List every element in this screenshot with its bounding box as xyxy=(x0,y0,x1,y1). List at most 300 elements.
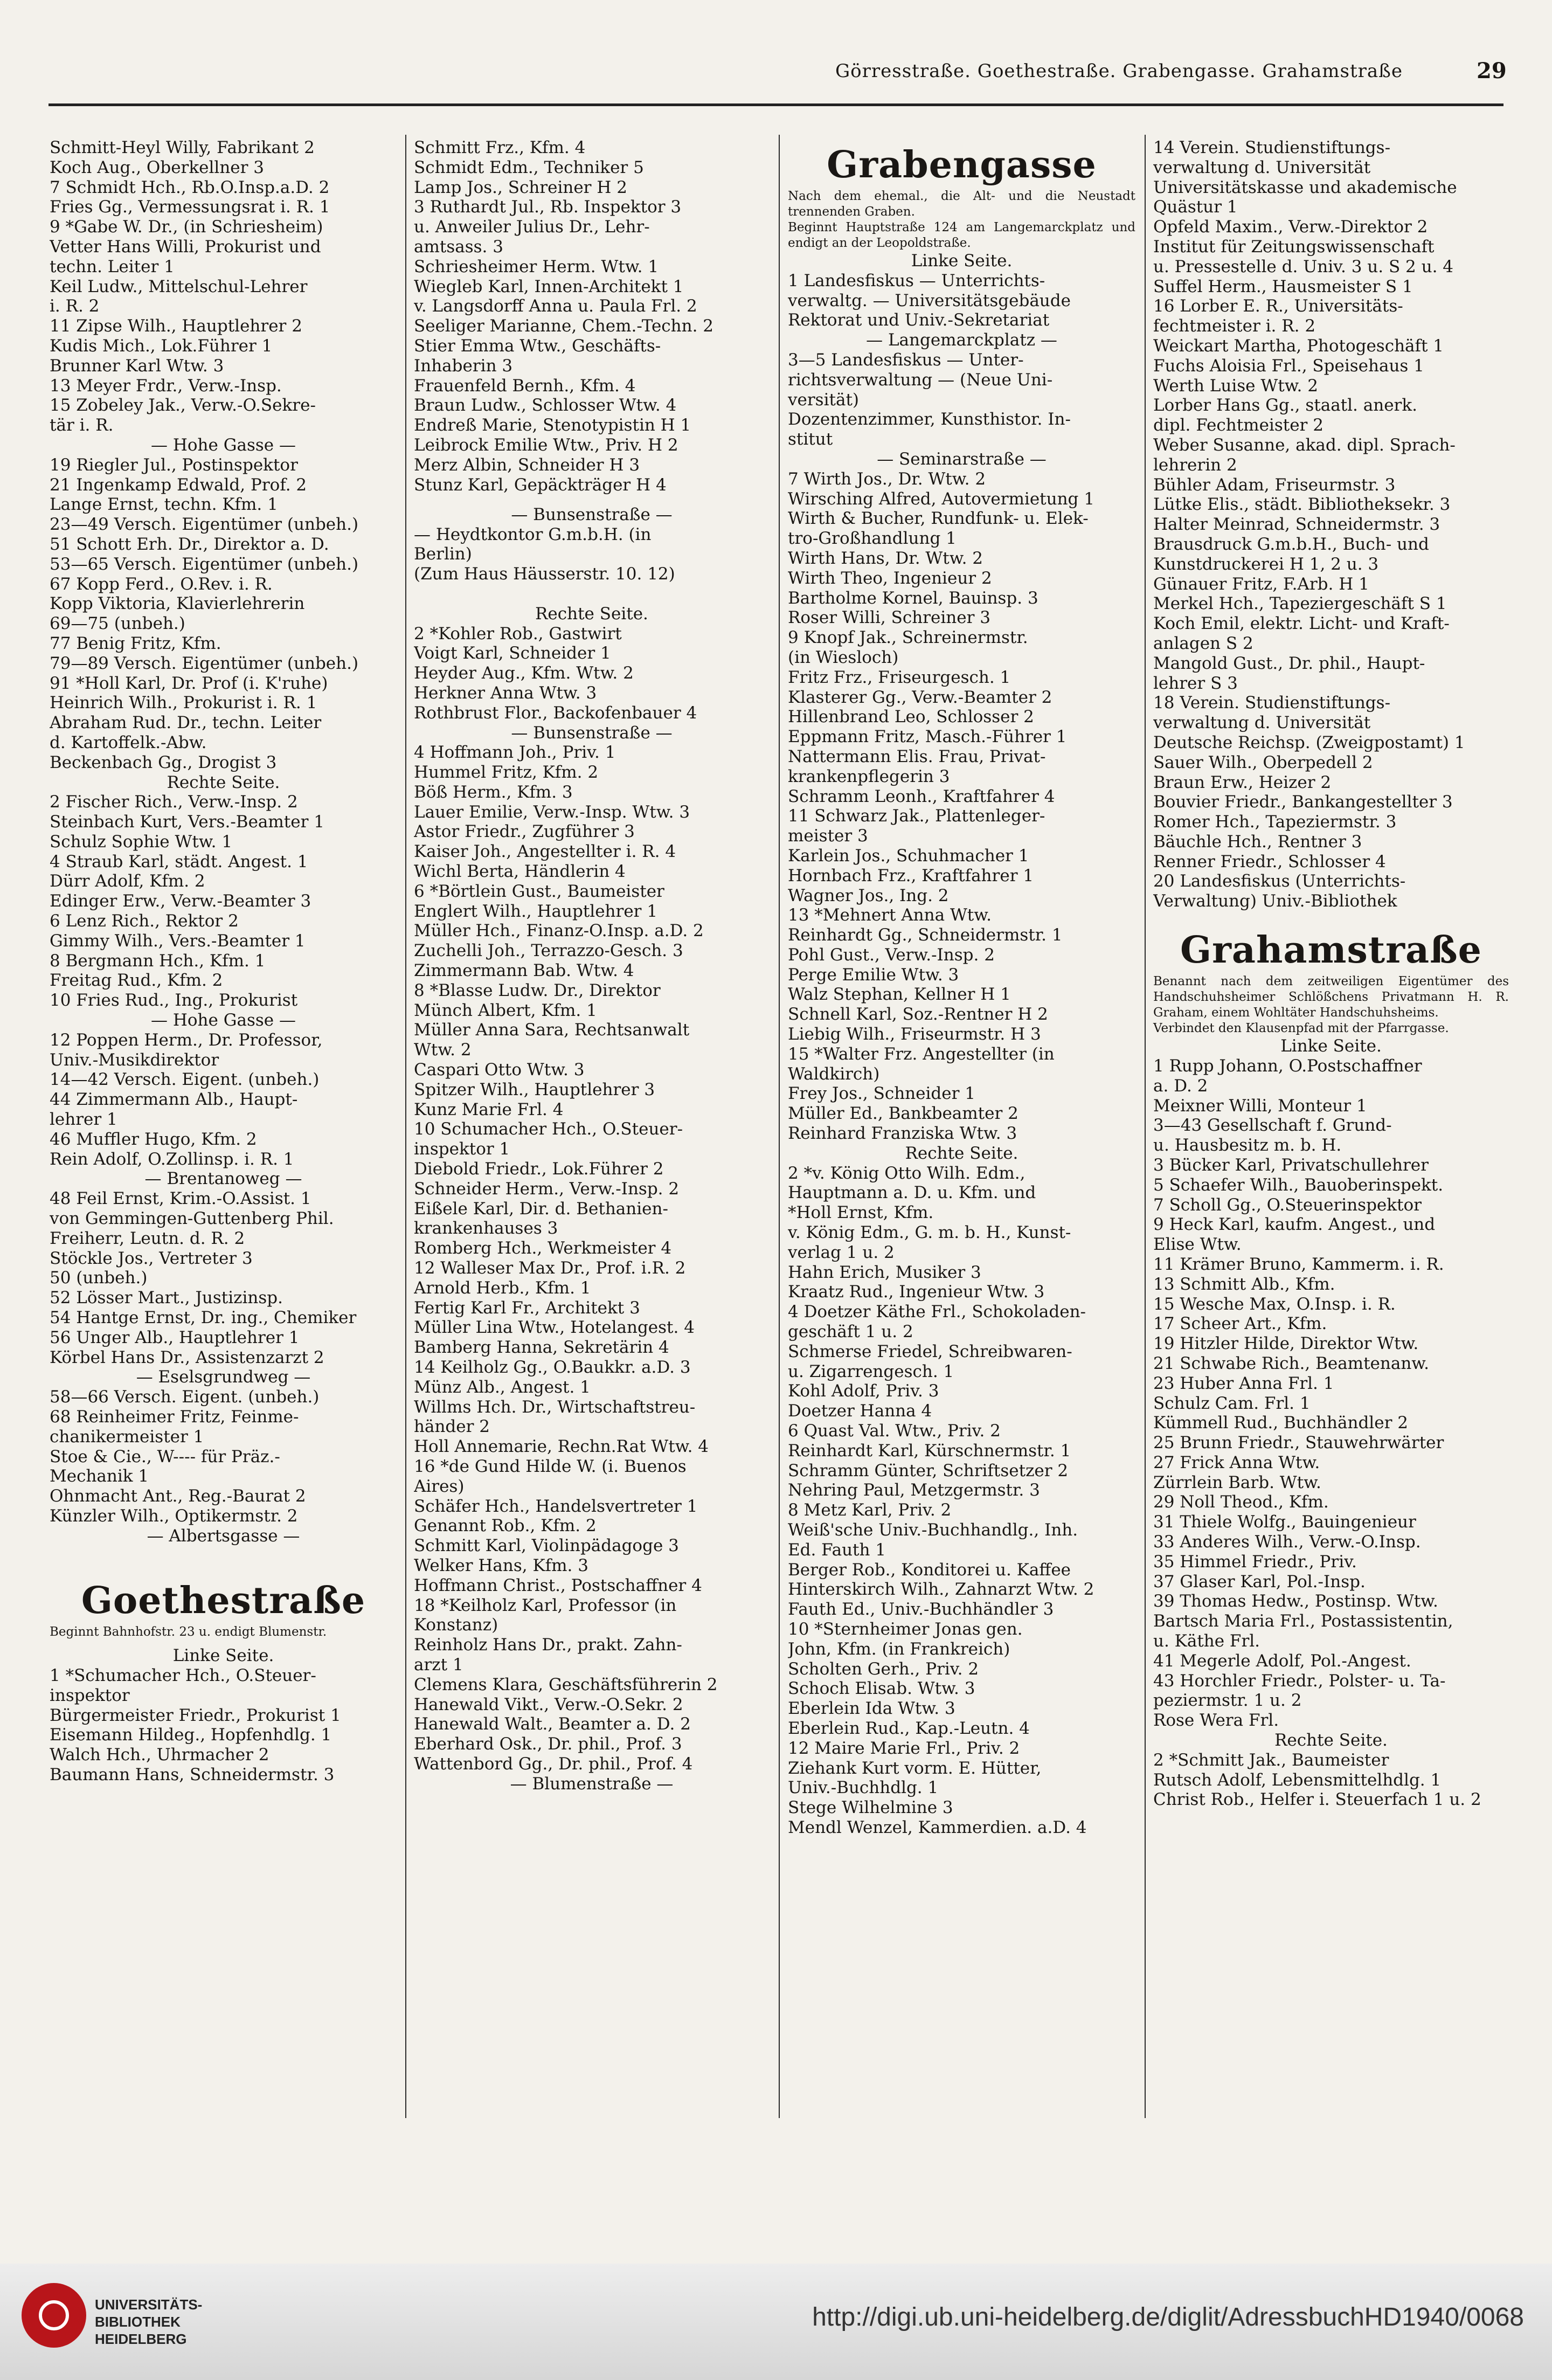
directory-entry: Reinholz Hans Dr., prakt. Zahn- xyxy=(414,1635,682,1655)
directory-entry: Münz Alb., Angest. 1 xyxy=(414,1377,591,1397)
column-divider xyxy=(405,135,406,2118)
directory-entry: 3—43 Gesellschaft f. Grund- xyxy=(1153,1116,1392,1136)
directory-entry: Eißele Karl, Dir. d. Bethanien- xyxy=(414,1199,668,1219)
directory-entry: Schriesheimer Herm. Wtw. 1 xyxy=(414,257,659,276)
directory-entry: 1 Landesfiskus — Unterrichts- xyxy=(788,271,1045,290)
directory-entry: 41 Megerle Adolf, Pol.-Angest. xyxy=(1153,1651,1411,1671)
directory-entry: versität) xyxy=(788,390,859,410)
directory-entry: Holl Annemarie, Rechn.Rat Wtw. 4 xyxy=(414,1437,709,1457)
directory-entry: 8 Bergmann Hch., Kfm. 1 xyxy=(50,951,266,971)
directory-entry: händer 2 xyxy=(414,1417,490,1437)
directory-entry: 2 *Kohler Rob., Gastwirt xyxy=(414,624,622,644)
directory-entry: Müller Ed., Bankbeamter 2 xyxy=(788,1104,1018,1124)
directory-entry: 13 Schmitt Alb., Kfm. xyxy=(1153,1274,1335,1294)
directory-entry: Wirth Hans, Dr. Wtw. 2 xyxy=(788,548,983,568)
directory-entry: Leibrock Emilie Wtw., Priv. H 2 xyxy=(414,435,678,455)
directory-entry: Hillenbrand Leo, Schlosser 2 xyxy=(788,707,1034,727)
directory-entry: Braun Erw., Heizer 2 xyxy=(1153,772,1332,792)
directory-entry: 10 Fries Rud., Ing., Prokurist xyxy=(50,991,298,1011)
directory-entry: 56 Unger Alb., Hauptlehrer 1 xyxy=(50,1327,300,1347)
spacer xyxy=(414,584,770,604)
directory-entry: Doetzer Hanna 4 xyxy=(788,1401,932,1421)
running-head: Görresstraße. Goethestraße. Grabengasse. Grahamstraße xyxy=(835,60,1403,82)
directory-entry: 16 *de Gund Hilde W. (i. Buenos xyxy=(414,1456,687,1476)
directory-entry: Brunner Karl Wtw. 3 xyxy=(50,356,224,376)
directory-entry: 23—49 Versch. Eigentümer (unbeh.) xyxy=(50,515,359,535)
directory-entry: Seeliger Marianne, Chem.-Techn. 2 xyxy=(414,316,714,336)
street-note: Benannt nach dem zeitweiligen Eigentümer des Handschuhsheimer Schlößchens Privatmann H. R. Graham, einem Wohltäter Handschuhsheims. xyxy=(1153,974,1509,1020)
section-label: Linke Seite. xyxy=(911,251,1013,271)
directory-entry: 11 Zipse Wilh., Hauptlehrer 2 xyxy=(50,316,302,336)
directory-entry: d. Kartoffelk.-Abw. xyxy=(50,732,207,752)
directory-entry: verwaltung d. Universität xyxy=(1153,713,1371,733)
directory-entry: Rektorat und Univ.-Sekretariat xyxy=(788,310,1050,330)
directory-entry: Werth Luise Wtw. 2 xyxy=(1153,376,1318,396)
directory-entry: 20 Landesfiskus (Unterrichts- xyxy=(1153,871,1406,891)
directory-entry: 9 Knopf Jak., Schreinermstr. xyxy=(788,628,1028,648)
directory-entry: Frauenfeld Bernh., Kfm. 4 xyxy=(414,376,636,396)
directory-entry: 6 *Börtlein Gust., Baumeister xyxy=(414,881,664,901)
directory-entry: Körbel Hans Dr., Assistenzarzt 2 xyxy=(50,1347,324,1367)
directory-entry: peziermstr. 1 u. 2 xyxy=(1153,1691,1302,1711)
library-name-line: HEIDELBERG xyxy=(95,2331,187,2347)
section-label: Rechte Seite. xyxy=(905,1143,1018,1163)
directory-entry: 10 Schumacher Hch., O.Steuer- xyxy=(414,1119,683,1139)
directory-entry: 4 Straub Karl, städt. Angest. 1 xyxy=(50,852,308,871)
directory-entry: Stege Wilhelmine 3 xyxy=(788,1798,953,1818)
directory-entry: Kunstdruckerei H 1, 2 u. 3 xyxy=(1153,554,1379,574)
directory-entry: Fritz Frz., Friseurgesch. 1 xyxy=(788,667,1011,687)
directory-entry: Schmitt Karl, Violinpädagoge 3 xyxy=(414,1536,679,1556)
header-rule xyxy=(48,103,1504,106)
directory-entry: 44 Zimmermann Alb., Haupt- xyxy=(50,1090,298,1110)
directory-entry: 91 *Holl Karl, Dr. Prof (i. K'ruhe) xyxy=(50,673,328,693)
directory-entry: Bühler Adam, Friseurmstr. 3 xyxy=(1153,475,1396,495)
directory-entry: Reinhardt Karl, Kürschnermstr. 1 xyxy=(788,1441,1071,1461)
directory-entry: 15 Wesche Max, O.Insp. i. R. xyxy=(1153,1294,1396,1314)
directory-entry: verlag 1 u. 2 xyxy=(788,1242,895,1262)
directory-entry: Eberlein Rud., Kap.-Leutn. 4 xyxy=(788,1718,1030,1738)
directory-entry: i. R. 2 xyxy=(50,296,100,316)
directory-entry: Koch Emil, elektr. Licht- und Kraft- xyxy=(1153,614,1450,634)
directory-entry: verwaltung d. Universität xyxy=(1153,157,1371,177)
library-seal-icon xyxy=(22,2283,86,2348)
directory-entry: 7 Scholl Gg., O.Steuerinspektor xyxy=(1153,1195,1422,1215)
directory-entry: Renner Friedr., Schlosser 4 xyxy=(1153,852,1386,871)
directory-entry: Kohl Adolf, Priv. 3 xyxy=(788,1381,939,1401)
directory-entry: Nehring Paul, Metzgermstr. 3 xyxy=(788,1480,1040,1500)
section-label: — Brentanoweg — xyxy=(144,1169,302,1189)
directory-entry: 6 Lenz Rich., Rektor 2 xyxy=(50,911,239,931)
spacer xyxy=(414,495,770,504)
directory-entry: 46 Muffler Hugo, Kfm. 2 xyxy=(50,1129,257,1149)
directory-entry: Meixner Willi, Monteur 1 xyxy=(1153,1096,1367,1116)
directory-entry: Hahn Erich, Musiker 3 xyxy=(788,1262,981,1282)
directory-entry: richtsverwaltung — (Neue Uni- xyxy=(788,370,1053,390)
directory-entry: Koch Aug., Oberkellner 3 xyxy=(50,157,265,177)
directory-entry: Wagner Jos., Ing. 2 xyxy=(788,885,949,905)
directory-entry: Rein Adolf, O.Zollinsp. i. R. 1 xyxy=(50,1149,294,1169)
directory-entry: 29 Noll Theod., Kfm. xyxy=(1153,1492,1329,1512)
directory-entry: Dürr Adolf, Kfm. 2 xyxy=(50,871,205,891)
directory-entry: Bäuchle Hch., Rentner 3 xyxy=(1153,832,1362,852)
directory-entry: 2 *v. König Otto Wilh. Edm., xyxy=(788,1163,1026,1183)
directory-entry: Mangold Gust., Dr. phil., Haupt- xyxy=(1153,653,1425,673)
directory-entry: Heyder Aug., Kfm. Wtw. 2 xyxy=(414,663,634,683)
directory-entry: Schneider Herm., Verw.-Insp. 2 xyxy=(414,1179,680,1199)
directory-entry: Schramm Günter, Schriftsetzer 2 xyxy=(788,1461,1069,1480)
directory-entry: Aires) xyxy=(414,1476,465,1496)
directory-entry: Vetter Hans Willi, Prokurist und xyxy=(50,237,321,257)
directory-entry: Hoffmann Christ., Postschaffner 4 xyxy=(414,1575,702,1595)
street-note: Beginnt Hauptstraße 124 am Langemarckplatz und endigt an der Leopoldstraße. xyxy=(788,220,1135,250)
directory-column-3 xyxy=(788,138,1135,1838)
directory-entry: Wirsching Alfred, Autovermietung 1 xyxy=(788,489,1094,509)
directory-entry: Stunz Karl, Gepäckträger H 4 xyxy=(414,475,667,495)
directory-entry: v. Langsdorff Anna u. Paula Frl. 2 xyxy=(414,296,697,316)
directory-entry: Berger Rob., Konditorei u. Kaffee xyxy=(788,1560,1071,1580)
directory-entry: Ohnmacht Ant., Reg.-Baurat 2 xyxy=(50,1486,306,1506)
directory-column-1 xyxy=(50,138,397,1785)
section-label: — Hohe Gasse — xyxy=(151,1011,296,1030)
directory-entry: 21 Schwabe Rich., Beamtenanw. xyxy=(1153,1353,1429,1373)
directory-entry: Roser Willi, Schreiner 3 xyxy=(788,608,990,628)
directory-entry: Englert Wilh., Hauptlehrer 1 xyxy=(414,901,658,921)
directory-entry: 12 Poppen Herm., Dr. Professor, xyxy=(50,1030,323,1050)
directory-entry: Diebold Friedr., Lok.Führer 2 xyxy=(414,1159,664,1179)
street-note: Beginnt Bahnhofstr. 23 u. endigt Blumenstr. xyxy=(50,1625,327,1639)
directory-entry: lehrer S 3 xyxy=(1153,673,1238,693)
directory-entry: 15 Zobeley Jak., Verw.-O.Sekre- xyxy=(50,396,316,416)
directory-entry: Romberg Hch., Werkmeister 4 xyxy=(414,1239,672,1258)
directory-entry: Rose Wera Frl. xyxy=(1153,1711,1279,1731)
directory-entry: — Heydtkontor G.m.b.H. (in xyxy=(414,524,652,544)
directory-entry: Frey Jos., Schneider 1 xyxy=(788,1084,975,1104)
directory-entry: Hanewald Walt., Beamter a. D. 2 xyxy=(414,1714,691,1734)
directory-entry: Schnell Karl, Soz.-Rentner H 2 xyxy=(788,1005,1048,1025)
directory-entry: Kaiser Joh., Angestellter i. R. 4 xyxy=(414,842,676,862)
directory-entry: 53—65 Versch. Eigentümer (unbeh.) xyxy=(50,554,359,574)
directory-entry: Mendl Wenzel, Kammerdien. a.D. 4 xyxy=(788,1817,1087,1837)
directory-entry: Walz Stephan, Kellner H 1 xyxy=(788,985,1011,1005)
directory-entry: tro-Großhandlung 1 xyxy=(788,529,957,549)
directory-entry: inspektor 1 xyxy=(414,1139,510,1159)
directory-entry: Bouvier Friedr., Bankangestellter 3 xyxy=(1153,792,1453,812)
directory-entry: Müller Lina Wtw., Hotelangest. 4 xyxy=(414,1318,695,1338)
section-label: — Hohe Gasse — xyxy=(151,435,296,455)
directory-entry: 14 Verein. Studienstiftungs- xyxy=(1153,138,1391,157)
directory-entry: meister 3 xyxy=(788,826,868,846)
directory-entry: verwaltg. — Universitätsgebäude xyxy=(788,290,1071,310)
directory-entry: 9 *Gabe W. Dr., (in Schriesheim) xyxy=(50,217,323,237)
directory-entry: v. König Edm., G. m. b. H., Kunst- xyxy=(788,1223,1071,1243)
street-note: Verbindet den Klausenpfad mit der Pfarrgasse. xyxy=(1153,1021,1449,1036)
directory-entry: Wichl Berta, Händlerin 4 xyxy=(414,862,626,882)
directory-entry: krankenpflegerin 3 xyxy=(788,766,950,786)
directory-entry: Berlin) xyxy=(414,544,472,564)
directory-entry: Heinrich Wilh., Prokurist i. R. 1 xyxy=(50,693,317,713)
directory-entry: Beckenbach Gg., Drogist 3 xyxy=(50,752,277,772)
directory-entry: Bürgermeister Friedr., Prokurist 1 xyxy=(50,1705,341,1725)
directory-entry: 25 Brunn Friedr., Stauwehrwärter xyxy=(1153,1433,1444,1453)
directory-entry: lehrer 1 xyxy=(50,1110,117,1130)
directory-entry: 23 Huber Anna Frl. 1 xyxy=(1153,1373,1334,1393)
directory-entry: Ziehank Kurt vorm. E. Hütter, xyxy=(788,1758,1042,1778)
directory-entry: Zuchelli Joh., Terrazzo-Gesch. 3 xyxy=(414,941,683,961)
directory-entry: lehrerin 2 xyxy=(1153,455,1237,475)
directory-entry: John, Kfm. (in Frankreich) xyxy=(788,1639,1010,1659)
directory-entry: Schramm Leonh., Kraftfahrer 4 xyxy=(788,786,1055,806)
directory-entry: Genannt Rob., Kfm. 2 xyxy=(414,1516,597,1536)
directory-entry: 12 Walleser Max Dr., Prof. i.R. 2 xyxy=(414,1258,686,1278)
directory-entry: Universitätskasse und akademische xyxy=(1153,177,1457,197)
section-label: Rechte Seite. xyxy=(1274,1731,1388,1751)
directory-entry: 15 *Walter Frz. Angestellter (in xyxy=(788,1044,1055,1064)
directory-entry: Merz Albin, Schneider H 3 xyxy=(414,455,640,475)
directory-entry: Stier Emma Wtw., Geschäfts- xyxy=(414,336,661,356)
directory-entry: Brausdruck G.m.b.H., Buch- und xyxy=(1153,534,1429,554)
directory-entry: 18 *Keilholz Karl, Professor (in xyxy=(414,1595,677,1615)
directory-entry: 1 Rupp Johann, O.Postschaffner xyxy=(1153,1056,1422,1076)
directory-entry: 50 (unbeh.) xyxy=(50,1268,148,1288)
directory-entry: inspektor xyxy=(50,1685,130,1705)
directory-entry: arzt 1 xyxy=(414,1655,463,1675)
directory-entry: geschäft 1 u. 2 xyxy=(788,1322,913,1342)
section-label: — Seminarstraße — xyxy=(877,449,1047,469)
spacer xyxy=(1153,911,1509,923)
directory-entry: Eberhard Osk., Dr. phil., Prof. 3 xyxy=(414,1734,682,1754)
directory-entry: 35 Himmel Friedr., Priv. xyxy=(1153,1552,1357,1572)
directory-entry: Bartsch Maria Frl., Postassistentin, xyxy=(1153,1611,1453,1631)
directory-entry: 31 Thiele Wolfg., Bauingenieur xyxy=(1153,1512,1416,1532)
directory-entry: Fries Gg., Vermessungsrat i. R. 1 xyxy=(50,197,330,217)
directory-entry: (in Wiesloch) xyxy=(788,647,899,667)
directory-entry: Münch Albert, Kfm. 1 xyxy=(414,1000,597,1020)
spacer xyxy=(50,1546,397,1574)
directory-entry: Wiegleb Karl, Innen-Architekt 1 xyxy=(414,276,684,296)
directory-entry: Müller Anna Sara, Rechtsanwalt xyxy=(414,1020,690,1040)
directory-entry: Lange Ernst, techn. Kfm. 1 xyxy=(50,495,278,515)
directory-entry: 54 Hantge Ernst, Dr. ing., Chemiker xyxy=(50,1308,357,1328)
directory-entry: Zürrlein Barb. Wtw. xyxy=(1153,1472,1321,1492)
directory-entry: Nattermann Elis. Frau, Privat- xyxy=(788,746,1046,766)
directory-entry: 2 *Schmitt Jak., Baumeister xyxy=(1153,1750,1389,1770)
directory-entry: 5 Schaefer Wilh., Bauoberinspekt. xyxy=(1153,1175,1444,1195)
directory-entry: amtsass. 3 xyxy=(414,237,503,257)
directory-entry: Fuchs Aloisia Frl., Speisehaus 1 xyxy=(1153,356,1424,376)
directory-entry: fechtmeister i. R. 2 xyxy=(1153,316,1316,336)
directory-entry: Schmerse Friedel, Schreibwaren- xyxy=(788,1341,1072,1361)
directory-entry: 67 Kopp Ferd., O.Rev. i. R. xyxy=(50,574,273,594)
directory-entry: Elise Wtw. xyxy=(1153,1235,1242,1255)
directory-entry: 4 Hoffmann Joh., Priv. 1 xyxy=(414,743,616,763)
directory-entry: 8 Metz Karl, Priv. 2 xyxy=(788,1500,952,1520)
directory-entry: Kudis Mich., Lok.Führer 1 xyxy=(50,336,273,356)
street-note: Nach dem ehemal., die Alt- und die Neustadt trennenden Graben. xyxy=(788,189,1135,219)
directory-entry: dipl. Fechtmeister 2 xyxy=(1153,416,1324,435)
directory-entry: von Gemmingen-Guttenberg Phil. xyxy=(50,1209,334,1229)
directory-entry: 7 Schmidt Hch., Rb.O.Insp.a.D. 2 xyxy=(50,177,330,197)
directory-entry: Hauptmann a. D. u. Kfm. und xyxy=(788,1183,1036,1203)
directory-entry: 3—5 Landesfiskus — Unter- xyxy=(788,350,1024,370)
library-name[interactable] xyxy=(95,2296,202,2348)
directory-entry: Endreß Marie, Stenotypistin H 1 xyxy=(414,416,691,435)
directory-entry: Verwaltung) Univ.-Bibliothek xyxy=(1153,891,1397,911)
section-label: Linke Seite. xyxy=(172,1646,274,1666)
directory-entry: 1 *Schumacher Hch., O.Steuer- xyxy=(50,1665,316,1685)
directory-entry: Mechanik 1 xyxy=(50,1466,149,1486)
directory-entry: Steinbach Kurt, Vers.-Beamter 1 xyxy=(50,812,325,832)
directory-entry: 11 Schwarz Jak., Plattenleger- xyxy=(788,806,1045,826)
section-label: — Bunsenstraße — xyxy=(511,504,673,524)
directory-entry: Kunz Marie Frl. 4 xyxy=(414,1099,564,1119)
section-label: — Eselsgrundweg — xyxy=(136,1367,311,1387)
directory-entry: Spitzer Wilh., Hauptlehrer 3 xyxy=(414,1080,655,1099)
directory-entry: Wirth & Bucher, Rundfunk- u. Elek- xyxy=(788,509,1089,529)
directory-entry: 19 Riegler Jul., Postinspektor xyxy=(50,455,298,475)
directory-entry: 4 Doetzer Käthe Frl., Schokoladen- xyxy=(788,1302,1086,1322)
directory-entry: anlagen S 2 xyxy=(1153,633,1253,653)
directory-entry: 51 Schott Erh. Dr., Direktor a. D. xyxy=(50,534,329,554)
directory-entry: Liebig Wilh., Friseurmstr. H 3 xyxy=(788,1025,1041,1044)
directory-entry: Christ Rob., Helfer i. Steuerfach 1 u. 2 xyxy=(1153,1790,1481,1810)
column-divider xyxy=(1145,135,1146,2118)
directory-entry: Hanewald Vikt., Verw.-O.Sekr. 2 xyxy=(414,1694,683,1714)
directory-entry: 33 Anderes Wilh., Verw.-O.Insp. xyxy=(1153,1532,1421,1552)
section-label: Rechte Seite. xyxy=(535,604,648,624)
directory-entry: Ed. Fauth 1 xyxy=(788,1540,886,1560)
directory-entry: 6 Quast Val. Wtw., Priv. 2 xyxy=(788,1421,1001,1441)
directory-entry: Opfeld Maxim., Verw.-Direktor 2 xyxy=(1153,217,1428,237)
directory-entry: Hinterskirch Wilh., Zahnarzt Wtw. 2 xyxy=(788,1580,1094,1600)
directory-entry: Rutsch Adolf, Lebensmittelhdlg. 1 xyxy=(1153,1770,1442,1790)
directory-entry: Lauer Emilie, Verw.-Insp. Wtw. 3 xyxy=(414,802,690,822)
directory-entry: Arnold Herb., Kfm. 1 xyxy=(414,1278,591,1298)
directory-entry: Univ.-Buchhdlg. 1 xyxy=(788,1778,939,1798)
directory-entry: Scholten Gerh., Priv. 2 xyxy=(788,1659,979,1679)
directory-entry: Quästur 1 xyxy=(1153,197,1238,217)
directory-entry: techn. Leiter 1 xyxy=(50,257,175,276)
directory-entry: a. D. 2 xyxy=(1153,1076,1208,1096)
directory-entry: 7 Wirth Jos., Dr. Wtw. 2 xyxy=(788,469,986,489)
directory-entry: Schulz Cam. Frl. 1 xyxy=(1153,1393,1311,1413)
directory-entry: 16 Lorber E. R., Universitäts- xyxy=(1153,296,1403,316)
directory-entry: u. Hausbesitz m. b. H. xyxy=(1153,1136,1342,1156)
directory-entry: Fauth Ed., Univ.-Buchhändler 3 xyxy=(788,1600,1054,1620)
directory-entry: 8 *Blasse Ludw. Dr., Direktor xyxy=(414,980,661,1000)
directory-entry: krankenhauses 3 xyxy=(414,1219,558,1239)
directory-entry: Bartholme Kornel, Bauinsp. 3 xyxy=(788,588,1038,608)
directory-entry: 68 Reinheimer Fritz, Feinme- xyxy=(50,1407,299,1427)
spacer xyxy=(50,1640,397,1646)
directory-entry: Clemens Klara, Geschäftsführerin 2 xyxy=(414,1675,718,1694)
section-label: — Albertsgasse — xyxy=(147,1526,300,1546)
directory-entry: 3 Bücker Karl, Privatschullehrer xyxy=(1153,1155,1429,1175)
directory-entry: Konstanz) xyxy=(414,1615,498,1635)
source-url-link[interactable]: http://digi.ub.uni-heidelberg.de/diglit/AdressbuchHD1940/0068 xyxy=(812,2303,1524,2331)
directory-entry: Eberlein Ida Wtw. 3 xyxy=(788,1699,955,1719)
street-heading: Goethestraße xyxy=(81,1579,366,1623)
directory-entry: Kraatz Rud., Ingenieur Wtw. 3 xyxy=(788,1282,1045,1302)
directory-entry: Gimmy Wilh., Vers.-Beamter 1 xyxy=(50,931,306,951)
directory-entry: u. Anweiler Julius Dr., Lehr- xyxy=(414,217,650,237)
directory-entry: chanikermeister 1 xyxy=(50,1427,204,1447)
directory-entry: Schoch Elisab. Wtw. 3 xyxy=(788,1679,975,1699)
directory-entry: Halter Meinrad, Schneidermstr. 3 xyxy=(1153,515,1440,535)
directory-entry: Lamp Jos., Schreiner H 2 xyxy=(414,177,627,197)
directory-entry: Romer Hch., Tapeziermstr. 3 xyxy=(1153,812,1397,832)
directory-entry: 13 Meyer Frdr., Verw.-Insp. xyxy=(50,376,282,396)
directory-entry: 39 Thomas Hedw., Postinsp. Wtw. xyxy=(1153,1592,1438,1611)
directory-entry: Astor Friedr., Zugführer 3 xyxy=(414,822,635,842)
directory-entry: 11 Krämer Bruno, Kammerm. i. R. xyxy=(1153,1254,1444,1274)
directory-entry: Welker Hans, Kfm. 3 xyxy=(414,1555,588,1575)
directory-entry: Baumann Hans, Schneidermstr. 3 xyxy=(50,1765,335,1784)
directory-entry: Voigt Karl, Schneider 1 xyxy=(414,644,611,663)
directory-entry: Herkner Anna Wtw. 3 xyxy=(414,683,597,703)
directory-entry: Günauer Fritz, F.Arb. H 1 xyxy=(1153,574,1369,594)
directory-entry: Freiherr, Leutn. d. R. 2 xyxy=(50,1228,245,1248)
directory-entry: 9 Heck Karl, kaufm. Angest., und xyxy=(1153,1215,1436,1235)
directory-entry: Kümmell Rud., Buchhändler 2 xyxy=(1153,1413,1408,1433)
directory-entry: Schmidt Edm., Techniker 5 xyxy=(414,157,644,177)
directory-entry: 43 Horchler Friedr., Polster- u. Ta- xyxy=(1153,1671,1446,1691)
directory-entry: Lorber Hans Gg., staatl. anerk. xyxy=(1153,396,1418,416)
directory-entry: Suffel Herm., Hausmeister S 1 xyxy=(1153,276,1413,296)
directory-entry: Schulz Sophie Wtw. 1 xyxy=(50,832,233,852)
street-heading: Grabengasse xyxy=(827,143,1097,186)
directory-entry: Lütke Elis., städt. Bibliotheksekr. 3 xyxy=(1153,495,1451,515)
directory-entry: 13 *Mehnert Anna Wtw. xyxy=(788,905,992,925)
directory-entry: Keil Ludw., Mittelschul-Lehrer xyxy=(50,276,308,296)
directory-entry: Schäfer Hch., Handelsvertreter 1 xyxy=(414,1496,698,1516)
directory-entry: Rothbrust Flor., Backofenbauer 4 xyxy=(414,703,697,723)
directory-entry: 14—42 Versch. Eigent. (unbeh.) xyxy=(50,1070,320,1090)
directory-entry: Reinhardt Gg., Schneidermstr. 1 xyxy=(788,925,1063,945)
directory-entry: Schmitt-Heyl Willy, Fabrikant 2 xyxy=(50,138,315,157)
directory-entry: Hummel Fritz, Kfm. 2 xyxy=(414,763,599,783)
directory-entry: 19 Hitzler Hilde, Direktor Wtw. xyxy=(1153,1334,1419,1354)
directory-entry: Perge Emilie Wtw. 3 xyxy=(788,965,959,985)
directory-entry: Merkel Hch., Tapeziergeschäft S 1 xyxy=(1153,594,1447,614)
directory-entry: Waldkirch) xyxy=(788,1064,880,1084)
directory-entry: (Zum Haus Häusserstr. 10. 12) xyxy=(414,564,675,584)
section-label: Rechte Seite. xyxy=(167,772,280,792)
directory-entry: Weiß'sche Univ.-Buchhandlg., Inh. xyxy=(788,1520,1078,1540)
directory-entry: Bamberg Hanna, Sekretärin 4 xyxy=(414,1338,669,1358)
directory-entry: Willms Hch. Dr., Wirtschaftstreu- xyxy=(414,1397,696,1417)
directory-entry: Weber Susanne, akad. dipl. Sprach- xyxy=(1153,435,1456,455)
directory-entry: Böß Herm., Kfm. 3 xyxy=(414,782,573,802)
directory-entry: Institut für Zeitungswissenschaft xyxy=(1153,237,1435,257)
library-footer xyxy=(0,2264,1552,2380)
column-divider xyxy=(779,135,780,2118)
directory-entry: 10 *Sternheimer Jonas gen. xyxy=(788,1619,1023,1639)
directory-entry: Stöckle Jos., Vertreter 3 xyxy=(50,1248,253,1268)
section-label: Linke Seite. xyxy=(1280,1036,1382,1056)
directory-entry: Pohl Gust., Verw.-Insp. 2 xyxy=(788,945,995,965)
directory-entry: Künzler Wilh., Optikermstr. 2 xyxy=(50,1506,298,1526)
directory-entry: Wirth Theo, Ingenieur 2 xyxy=(788,568,992,588)
directory-entry: Wtw. 2 xyxy=(414,1040,472,1060)
directory-entry: u. Käthe Frl. xyxy=(1153,1631,1260,1651)
directory-entry: Abraham Rud. Dr., techn. Leiter xyxy=(50,713,322,733)
directory-entry: Univ.-Musikdirektor xyxy=(50,1050,219,1070)
section-label: — Bunsenstraße — xyxy=(511,723,673,743)
directory-entry: 37 Glaser Karl, Pol.-Insp. xyxy=(1153,1572,1366,1592)
street-heading: Grahamstraße xyxy=(1180,929,1482,972)
directory-entry: Edinger Erw., Verw.-Beamter 3 xyxy=(50,891,311,911)
